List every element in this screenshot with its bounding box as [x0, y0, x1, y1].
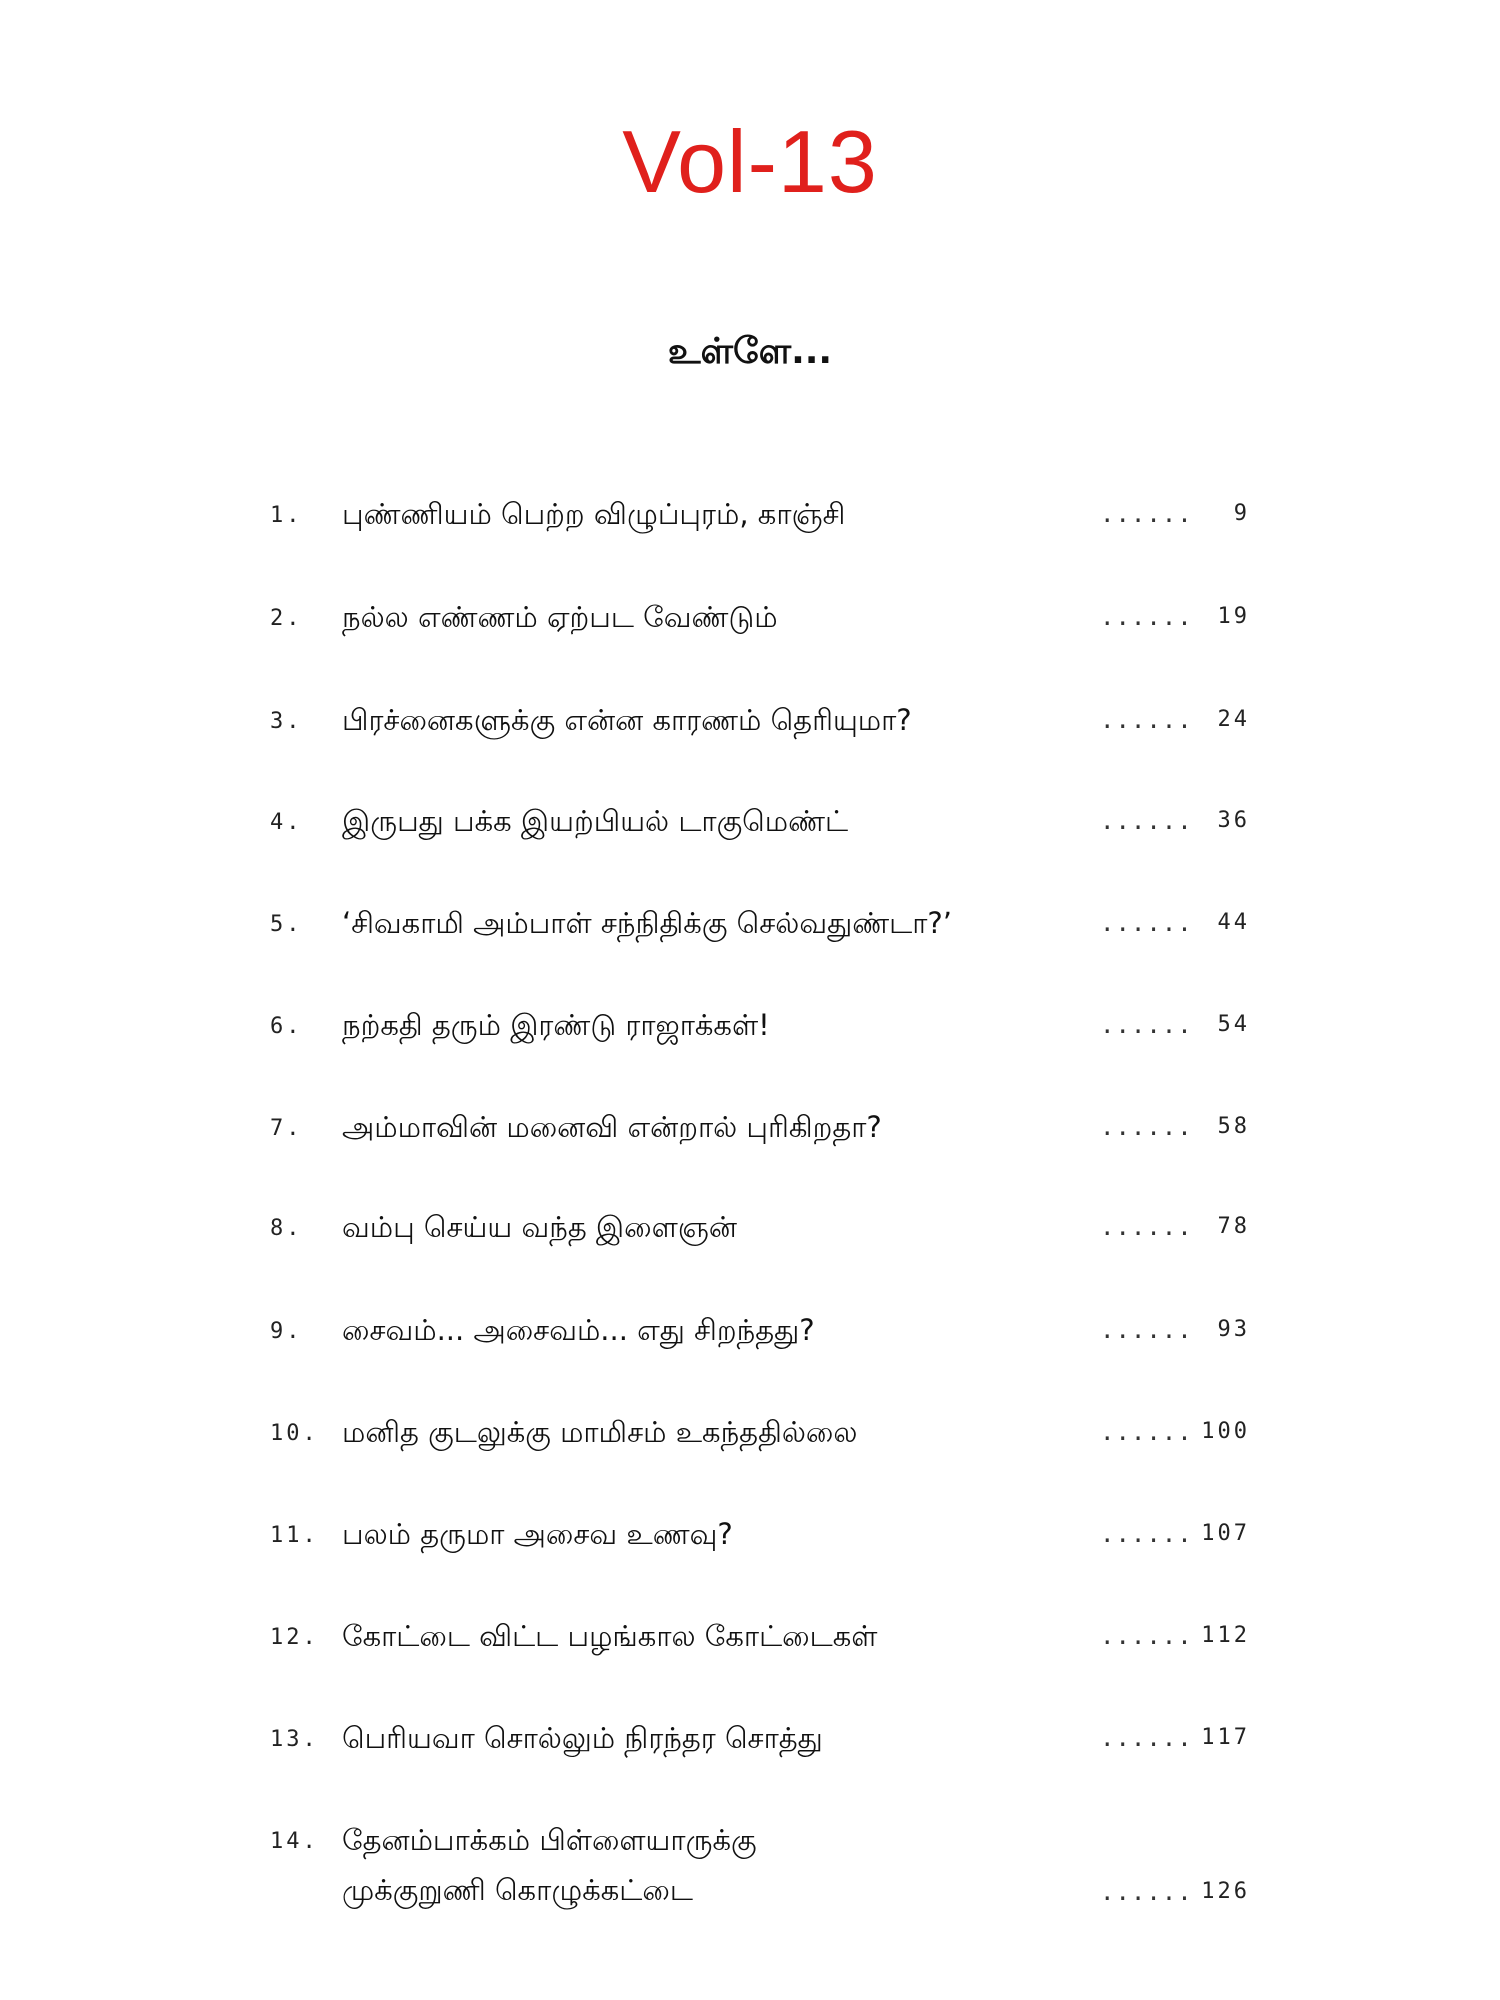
dot-leader: ......: [1100, 500, 1193, 528]
entry-number: 8.: [270, 1216, 303, 1241]
entry-title: கோட்டை விட்ட பழங்கால கோட்டைகள்: [342, 1619, 878, 1653]
entry-number: 3.: [270, 709, 303, 734]
entry-title: புண்ணியம் பெற்ற விழுப்புரம், காஞ்சி: [342, 497, 846, 531]
entry-title: பலம் தருமா அசைவ உணவு?: [342, 1517, 733, 1551]
entry-title: பெரியவா சொல்லும் நிரந்தர சொத்து: [342, 1721, 823, 1755]
toc-entry: [270, 1404, 1260, 1460]
toc-entry: [270, 1608, 1260, 1664]
toc-entry: [270, 997, 1260, 1053]
entry-number: 7.: [270, 1116, 303, 1141]
entry-page-number: 19: [1217, 604, 1250, 629]
entry-title: நற்கதி தரும் இரண்டு ராஜாக்கள்!: [342, 1008, 770, 1042]
toc-entry: [270, 1812, 1260, 1922]
entry-title: ‘சிவகாமி அம்பாள் சந்நிதிக்கு செல்வதுண்டா?’: [342, 906, 952, 940]
toc-entry: [270, 486, 1260, 542]
entry-page-number: 54: [1217, 1012, 1250, 1037]
dot-leader: ......: [1100, 1418, 1193, 1446]
toc-entry: [270, 1099, 1260, 1155]
entry-page-number: 93: [1217, 1317, 1250, 1342]
entry-page-number: 24: [1217, 707, 1250, 732]
entry-title: இருபது பக்க இயற்பியல் டாகுமெண்ட்: [342, 804, 849, 838]
dot-leader: ......: [1100, 1622, 1193, 1650]
toc-entry: [270, 895, 1260, 951]
toc-entry: [270, 1710, 1260, 1766]
dot-leader: ......: [1100, 1213, 1193, 1241]
dot-leader: ......: [1100, 807, 1193, 835]
dot-leader: ......: [1100, 603, 1193, 631]
dot-leader: ......: [1100, 1520, 1193, 1548]
volume-label: Vol-13: [622, 112, 878, 211]
entry-number: 9.: [270, 1319, 303, 1344]
entry-number: 10.: [270, 1421, 319, 1446]
entry-title: நல்ல எண்ணம் ஏற்பட வேண்டும்: [342, 600, 778, 634]
toc-entry: [270, 589, 1260, 645]
entry-title: வம்பு செய்ய வந்த இளைஞன்: [342, 1210, 738, 1244]
entry-number: 13.: [270, 1727, 319, 1752]
toc-entry: [270, 692, 1260, 748]
entry-number: 12.: [270, 1625, 319, 1650]
entry-page-number: 9: [1233, 501, 1250, 526]
entry-title-continuation: முக்குறுணி கொழுக்கட்டை: [342, 1873, 693, 1907]
entry-page-number: 117: [1201, 1725, 1250, 1750]
dot-leader: ......: [1100, 909, 1193, 937]
entry-number: 5.: [270, 912, 303, 937]
dot-leader: ......: [1100, 1011, 1193, 1039]
entry-title: சைவம்... அசைவம்... எது சிறந்தது?: [342, 1313, 815, 1347]
entry-page-number: 100: [1201, 1419, 1250, 1444]
toc-entry: [270, 1199, 1260, 1255]
entry-title: மனித குடலுக்கு மாமிசம் உகந்ததில்லை: [342, 1415, 858, 1449]
entry-page-number: 112: [1201, 1623, 1250, 1648]
entry-number: 4.: [270, 810, 303, 835]
entry-title: அம்மாவின் மனைவி என்றால் புரிகிறதா?: [342, 1110, 882, 1144]
entry-page-number: 78: [1217, 1214, 1250, 1239]
toc-entry: [270, 1302, 1260, 1358]
entry-title: தேனம்பாக்கம் பிள்ளையாருக்கு: [342, 1823, 757, 1857]
entry-page-number: 44: [1217, 910, 1250, 935]
entry-number: 2.: [270, 606, 303, 631]
entry-number: 1.: [270, 503, 303, 528]
entry-number: 6.: [270, 1014, 303, 1039]
dot-leader: ......: [1100, 1724, 1193, 1752]
toc-entry: [270, 793, 1260, 849]
entry-title: பிரச்னைகளுக்கு என்ன காரணம் தெரியுமா?: [342, 703, 912, 737]
entry-page-number: 36: [1217, 808, 1250, 833]
entry-page-number: 126: [1201, 1879, 1250, 1904]
entry-number: 11.: [270, 1523, 319, 1548]
entry-page-number: 107: [1201, 1521, 1250, 1546]
dot-leader: ......: [1100, 1316, 1193, 1344]
entry-page-number: 58: [1217, 1114, 1250, 1139]
contents-heading: உள்ளே...: [667, 331, 833, 372]
toc-entry: [270, 1506, 1260, 1562]
dot-leader: ......: [1100, 706, 1193, 734]
dot-leader: ......: [1100, 1878, 1193, 1906]
entry-number: 14.: [270, 1829, 319, 1854]
dot-leader: ......: [1100, 1113, 1193, 1141]
